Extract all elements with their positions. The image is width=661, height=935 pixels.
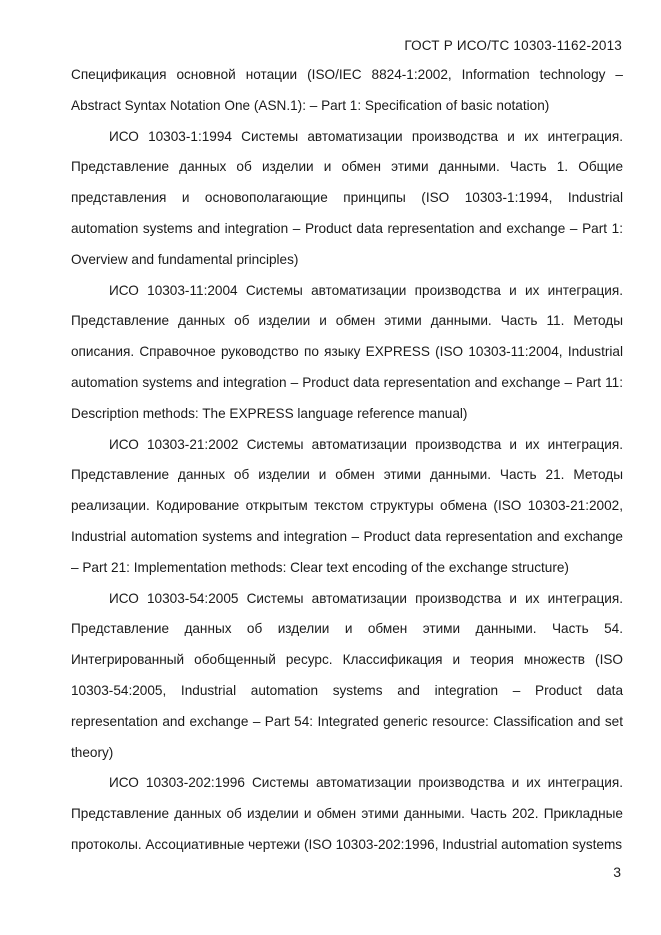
reference-paragraph-iso10303-1: ИСО 10303-1:1994 Системы автоматизации производства и их интеграция. Представление данных об изделии и обмен этими данными. Часть 1. Общие представления и основополагающие принципы (ISO 10303-1:1994, Industrial automation systems and integration – Product data representation and exchange – Part 1: Overview and fundamental principles)	[71, 128, 623, 267]
reference-paragraph-iso10303-11: ИСО 10303-11:2004 Системы автоматизации производства и их интеграция. Представление данных об изделии и обмен этими данными. Часть 11. Методы описания. Справочное руководство по языку EXPRESS (ISO 10303-11:2004, Industrial automation systems and integration – Product data representation and exchange – Part 11: Description methods: The EXPRESS language reference manual)	[71, 282, 623, 421]
reference-paragraph-iso10303-202: ИСО 10303-202:1996 Системы автоматизации производства и их интеграция. Представление данных об изделии и обмен этими данными. Часть 202. Прикладные протоколы. Ассоциативные чертежи (ISO 10303-202:1996, Industrial automation systems	[71, 775, 623, 852]
references-list	[71, 60, 623, 861]
reference-paragraph-iso10303-54: ИСО 10303-54:2005 Системы автоматизации производства и их интеграция. Представление данных об изделии и обмен этими данными. Часть 54. Интегрированный обобщенный ресурс. Классификация и теория множеств (ISO 10303-54:2005, Industrial automation systems and integration – Product data representation and exchange – Part 54: Integrated generic resource: Classification and set theory)	[71, 590, 623, 760]
reference-paragraph-iso10303-21: ИСО 10303-21:2002 Системы автоматизации производства и их интеграция. Представление данных об изделии и обмен этими данными. Часть 21. Методы реализации. Кодирование открытым текстом структуры обмена (ISO 10303-21:2002, Industrial automation systems and integration – Product data representation and exchange – Part 21: Implementation methods: Clear text encoding of the exchange structure)	[71, 436, 623, 575]
reference-paragraph-asn1: Спецификация основной нотации (ISO/IEC 8824-1:2002, Information technology – Abstract Syntax Notation One (ASN.1): – Part 1: Specification of basic notation)	[71, 67, 623, 113]
page-number: 3	[613, 864, 621, 880]
standard-code-header: ГОСТ Р ИСО/ТС 10303-1162-2013	[404, 38, 622, 53]
